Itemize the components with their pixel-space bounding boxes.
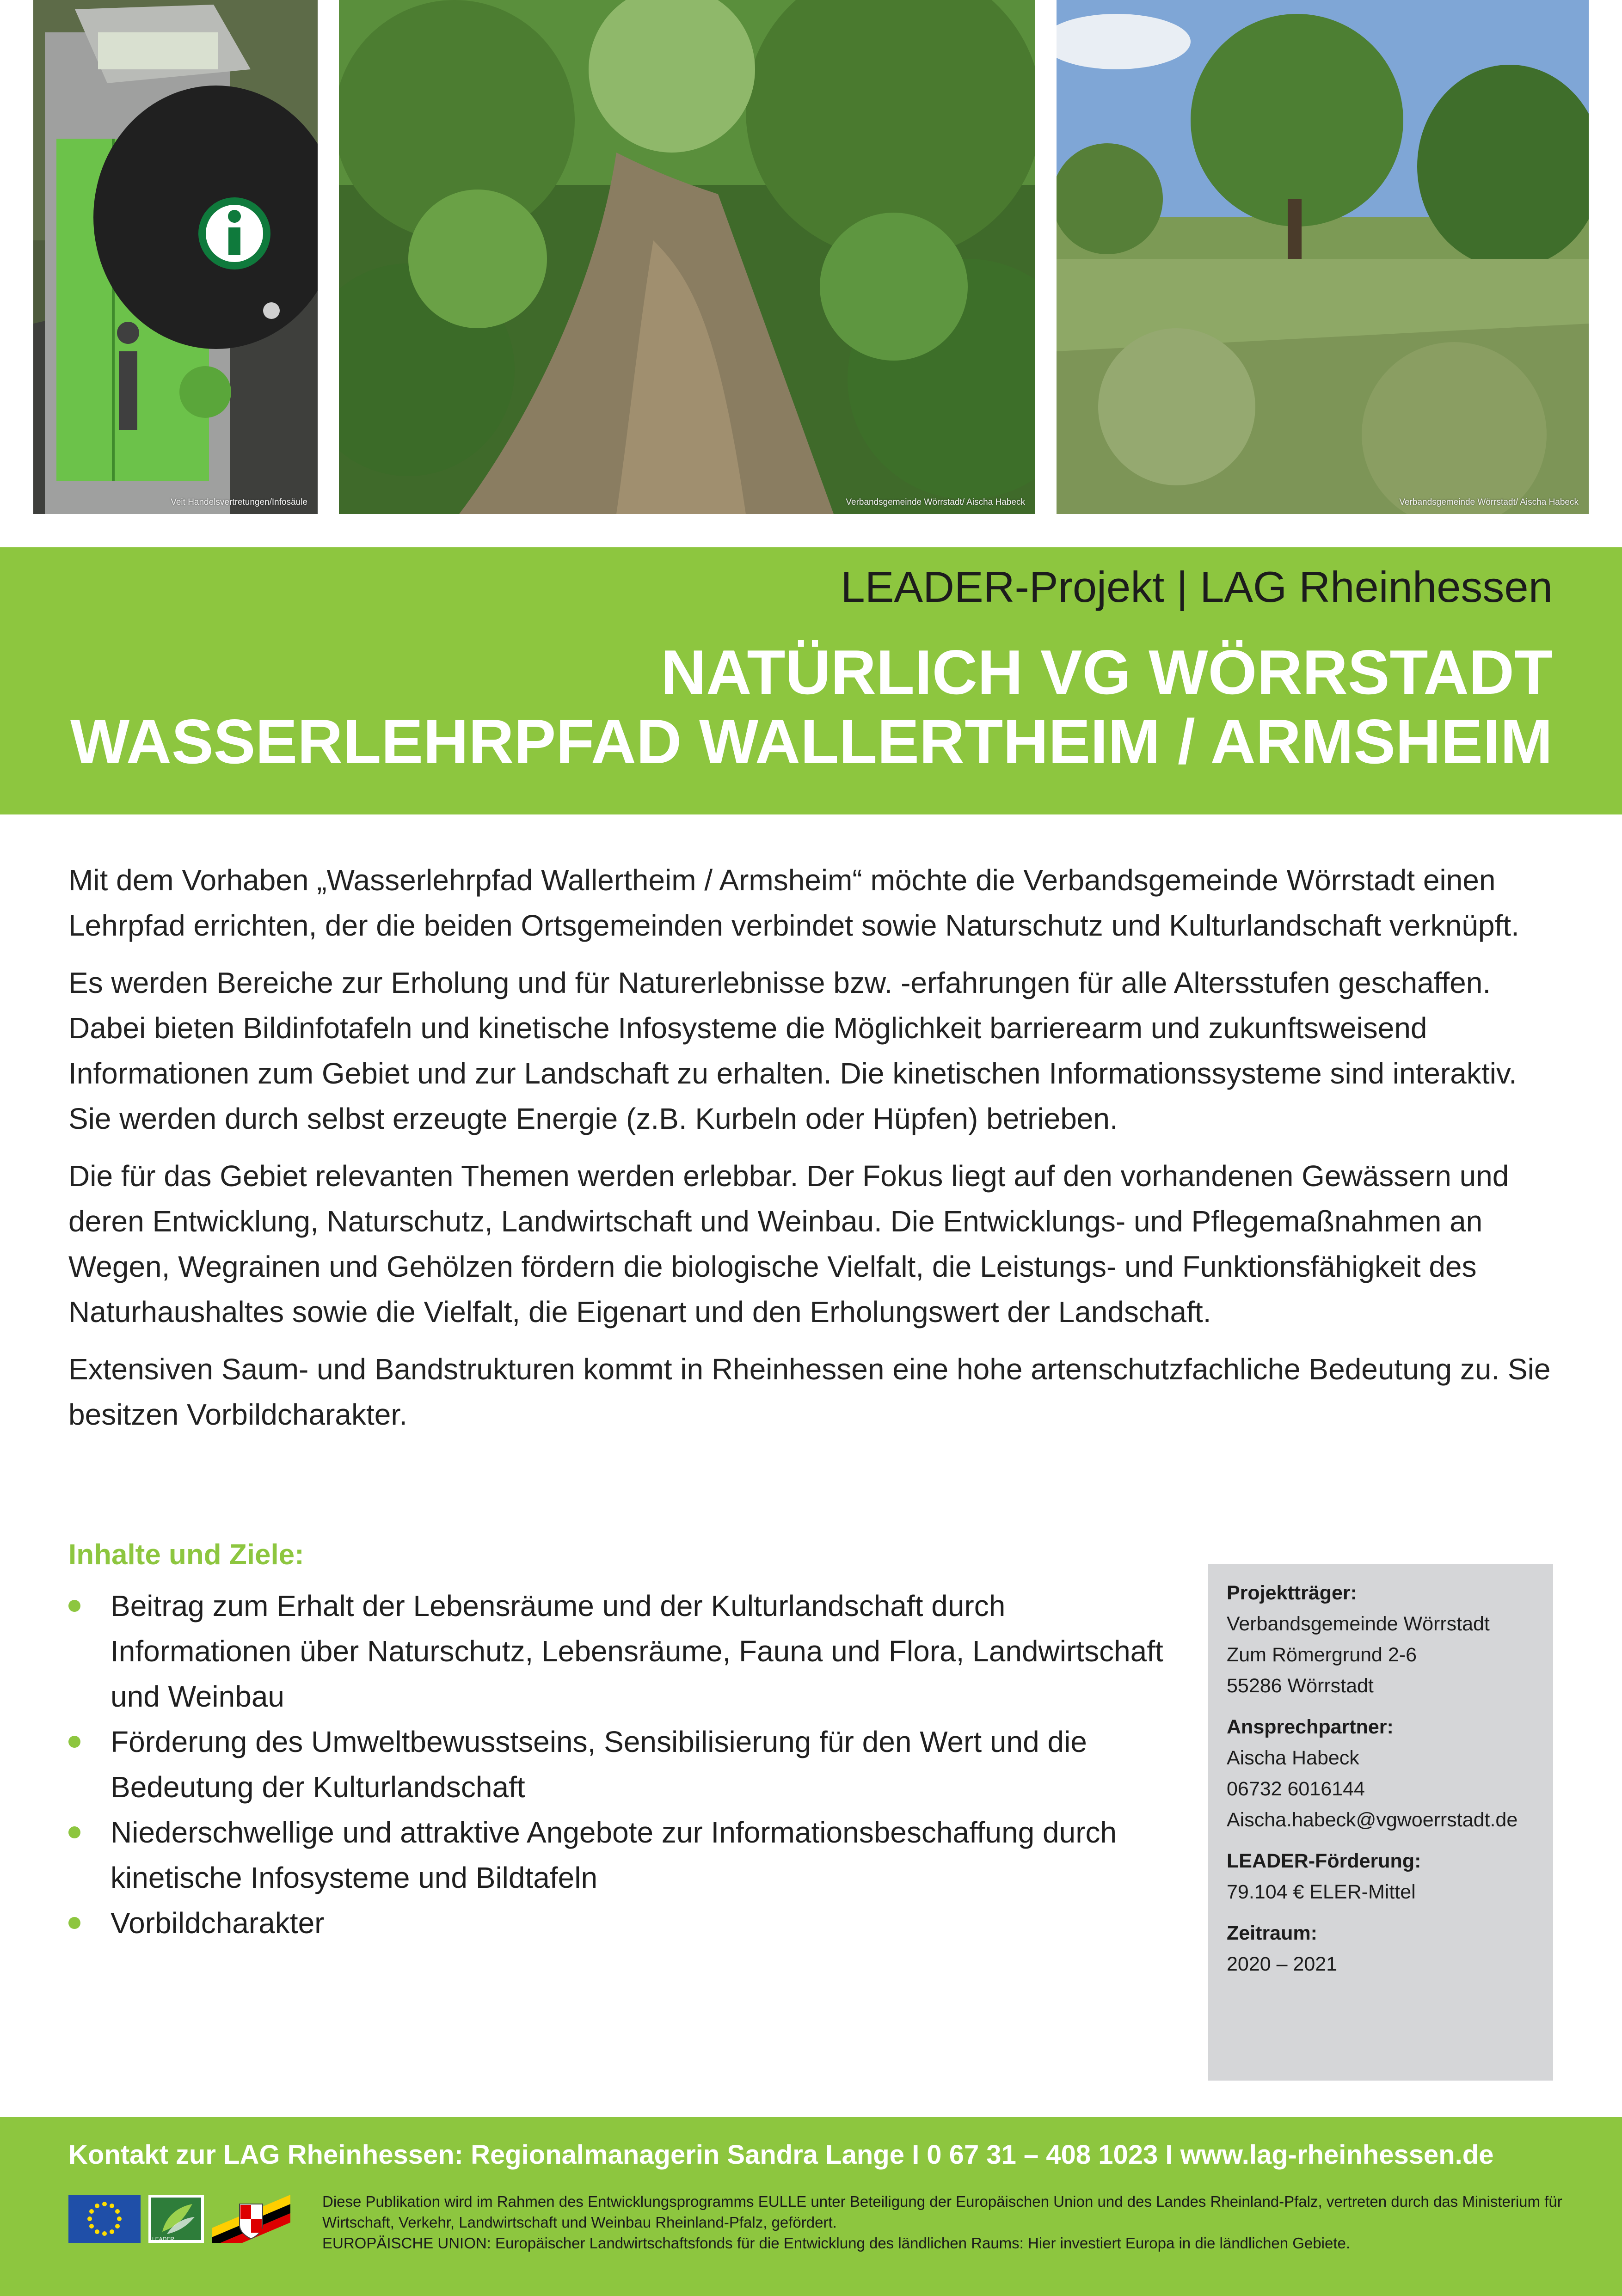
photo-credit: Verbandsgemeinde Wörrstadt/ Aischa Habeck [1399,497,1579,507]
funding-label: LEADER-Förderung: [1227,1850,1421,1872]
bullet-icon [68,1600,80,1612]
banner-subtitle: LEADER-Projekt | LAG Rheinhessen [841,563,1553,611]
leader-logo-icon [148,2195,204,2243]
rlp-coat-of-arms-icon [212,2195,290,2243]
traeger-city: 55286 Wörrstadt [1227,1675,1374,1697]
eu-flag-icon [68,2195,141,2243]
contact-phone: 06732 6016144 [1227,1778,1365,1800]
creek-image [339,0,1035,514]
svg-text:LEADER: LEADER [152,2236,175,2242]
goals-list [68,1583,1169,1946]
traeger-label: Projektträger: [1227,1582,1357,1604]
goal-item: Förderung des Umweltbewusstseins, Sensibilisierung für den Wert und die Bedeutung der Kulturlandschaft [68,1719,1169,1810]
intro-text [68,857,1553,1449]
legal-text-1: Diese Publikation wird im Rahmen des Entwicklungsprogramms EULLE unter Beteiligung der Europäischen Union und des Landes Rheinland-Pfalz, vertreten durch das Ministerium für Wirtschaft, Verkehr, Landwirtschaft und Weinbau Rheinland-Pfalz, gefördert. [322,2193,1562,2231]
bullet-icon [68,1736,80,1748]
photo-meadow [1057,0,1589,514]
goals-heading: Inhalte und Ziele: [68,1539,304,1571]
contact-name: Aischa Habeck [1227,1747,1359,1769]
photo-credit: Verbandsgemeinde Wörrstadt/ Aischa Habeck [846,497,1025,507]
legal-text-2: EUROPÄISCHE UNION: Europäischer Landwirtschaftsfonds für die Entwicklung des ländlichen Raums: Hier investiert Europa in die ländlichen Gebiete. [322,2235,1351,2252]
intro-paragraph-1: Mit dem Vorhaben „Wasserlehrpfad Wallertheim / Armsheim“ möchte die Verbandsgemeinde Wörrstadt einen Lehrpfad errichten, der die beiden Ortsgemeinden verbindet sowie Naturschutz und Kulturlandschaft verknüpft. [68,863,1519,942]
funding-value: 79.104 € ELER-Mittel [1227,1881,1416,1903]
meadow-image [1057,0,1589,514]
intro-paragraph-4: Extensiven Saum- und Bandstrukturen kommt in Rheinhessen eine hohe artenschutzfachliche Bedeutung zu. Sie besitzen Vorbildcharakter. [68,1353,1551,1431]
goal-item: Niederschwellige und attraktive Angebote zur Informationsbeschaffung durch kinetische Infosysteme und Bildtafeln [68,1810,1169,1900]
period-label: Zeitraum: [1227,1922,1317,1944]
contact-label: Ansprechpartner: [1227,1716,1394,1738]
footer-legal [322,2191,1571,2253]
period-value: 2020 – 2021 [1227,1953,1338,1975]
intro-paragraph-2: Es werden Bereiche zur Erholung und für Naturerlebnisse bzw. -erfahrungen für alle Altersstufen geschaffen. Dabei bieten Bildinfotafeln und kinetische Infosysteme die Möglichkeit barrierearm und zukunftsweisend Informationen zum Gebiet und zur Landschaft zu erhalten. Die kinetischen Informationssysteme sind interaktiv. Sie werden durch selbst erzeugte Energie (z.B. Kurbeln oder Hüpfen) betrieben. [68,966,1517,1135]
footer [0,2117,1622,2296]
bullet-icon [68,1826,80,1838]
bullet-icon [68,1917,80,1929]
title-banner [0,547,1622,814]
page-title [70,637,1553,776]
photo-creek [339,0,1035,514]
photo-infosaeule [33,0,318,514]
project-info-box [1208,1564,1553,2081]
intro-paragraph-3: Die für das Gebiet relevanten Themen werden erlebbar. Der Fokus liegt auf den vorhandenen Gewässern und deren Entwicklung, Naturschutz, Landwirtschaft und Weinbau. Die Entwicklungs- und Pflegemaßnahmen an Wegen, Wegrainen und Gehölzen fördern die biologische Vielfalt, die Leistungs- und Funktionsfähigkeit des Naturhaushaltes sowie die Vielfalt, die Eigenart und den Erholungswert der Landschaft. [68,1159,1509,1329]
contact-email: Aischa.habeck@vgwoerrstadt.de [1227,1809,1518,1831]
title-line-1: NATÜRLICH VG WÖRRSTADT [661,637,1553,707]
title-line-2: WASSERLEHRPFAD WALLERTHEIM / ARMSHEIM [70,706,1553,777]
traeger-name: Verbandsgemeinde Wörrstadt [1227,1613,1490,1635]
photo-credit: Veit Handelsvertretungen/Infosäule [171,497,307,507]
goal-item: Beitrag zum Erhalt der Lebensräume und der Kulturlandschaft durch Informationen über Naturschutz, Lebensräume, Fauna und Flora, Landwirtschaft und Weinbau [68,1583,1169,1719]
traeger-street: Zum Römergrund 2-6 [1227,1644,1417,1666]
goal-item: Vorbildcharakter [68,1900,1169,1946]
footer-contact: Kontakt zur LAG Rheinhessen: Regionalmanagerin Sandra Lange I 0 67 31 – 408 1023 I www.lag-rheinhessen.de [68,2140,1494,2170]
infosaeule-image [33,0,318,514]
